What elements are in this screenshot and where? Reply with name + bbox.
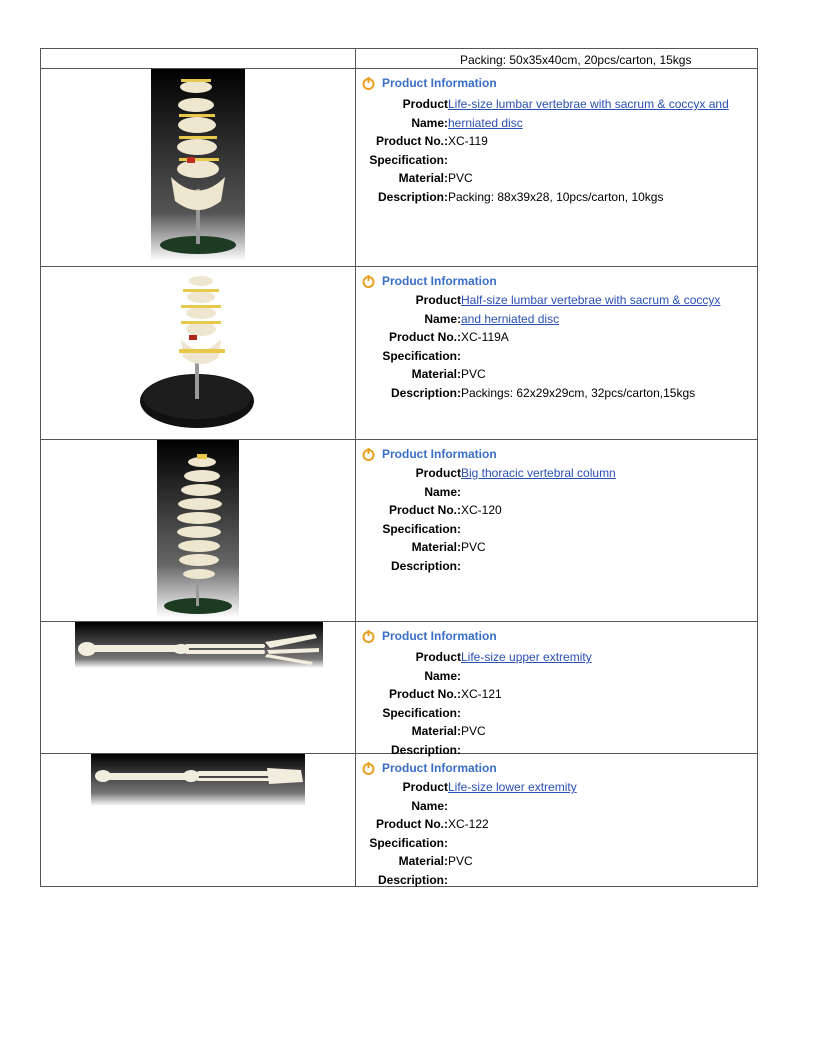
description: Packing: 88x39x28, 10pcs/carton, 10kgs	[448, 189, 664, 204]
product-name-link[interactable]: and herniated disc	[461, 311, 560, 326]
material: PVC	[461, 367, 486, 382]
info-swirl-icon	[362, 77, 375, 90]
info-swirl-icon	[362, 448, 375, 461]
product-name-link[interactable]: Life-size lumbar vertebrae with sacrum & coccyx and	[448, 97, 729, 111]
material: PVC	[461, 540, 486, 555]
section-header: Product Information	[382, 761, 497, 775]
half-lumbar-vertebrae-image	[139, 271, 259, 435]
product-info: Product Information Product Half-size lumbar vertebrae with sacrum & coccyx Name: and herniated disc Product No.: XC-119A Specification: Material: PVC Description: Packings: 62x29x29cm, 32pcs/carton,15kgs	[362, 273, 720, 403]
lumbar-vertebrae-image	[151, 69, 245, 261]
product-name-link[interactable]: Life-size upper extremity	[461, 650, 592, 664]
product-no: XC-120	[461, 503, 502, 518]
section-header: Product Information	[382, 274, 497, 288]
table-row	[41, 49, 758, 69]
upper-extremity-image	[75, 622, 323, 668]
lower-extremity-image	[91, 754, 305, 806]
product-name-link[interactable]: Big thoracic vertebral column	[461, 466, 616, 480]
section-header: Product Information	[382, 629, 497, 643]
description: Packings: 62x29x29cm, 32pcs/carton,15kgs	[461, 385, 696, 400]
packing-text: Packing: 50x35x40cm, 20pcs/carton, 15kgs	[460, 53, 692, 67]
table-row	[41, 440, 758, 622]
product-info: Product Information Product Life-size lower extremity Name: Product No.: XC-122 Specification: Material: PVC Description:	[362, 760, 577, 890]
table-row	[41, 267, 758, 440]
table-row	[41, 622, 758, 757]
product-name-link[interactable]: herniated disc	[448, 115, 523, 130]
table-row	[41, 69, 758, 267]
material: PVC	[461, 724, 486, 739]
product-info: Product Information Product Life-size upper extremity Name: Product No.: XC-121 Specification: Material: PVC Description:	[362, 628, 592, 760]
product-no: XC-119A	[461, 330, 509, 345]
section-header: Product Information	[382, 447, 497, 461]
product-info: Product Information Product Big thoracic vertebral column Name: Product No.: XC-120 Specification: Material: PVC Description:	[362, 446, 616, 576]
info-swirl-icon	[362, 630, 375, 643]
info-swirl-icon	[362, 275, 375, 288]
material: PVC	[448, 171, 473, 186]
product-name-link[interactable]: Life-size lower extremity	[448, 780, 577, 794]
section-header: Product Information	[382, 76, 497, 90]
material: PVC	[448, 854, 473, 869]
product-no: XC-122	[448, 817, 489, 832]
product-no: XC-119	[448, 134, 488, 149]
product-no: XC-121	[461, 687, 502, 702]
product-info: Product Information Product Life-size lumbar vertebrae with sacrum & coccyx and Name: herniated disc Product No.: XC-119 Specification: Material: PVC Description: Packing: 88x39x28, 10pcs/carton, 10kgs	[362, 75, 729, 207]
thoracic-column-image	[157, 440, 239, 618]
table-row	[41, 754, 758, 887]
product-table	[40, 48, 758, 887]
product-name-link[interactable]: Half-size lumbar vertebrae with sacrum & coccyx	[461, 293, 721, 307]
info-swirl-icon	[362, 762, 375, 775]
